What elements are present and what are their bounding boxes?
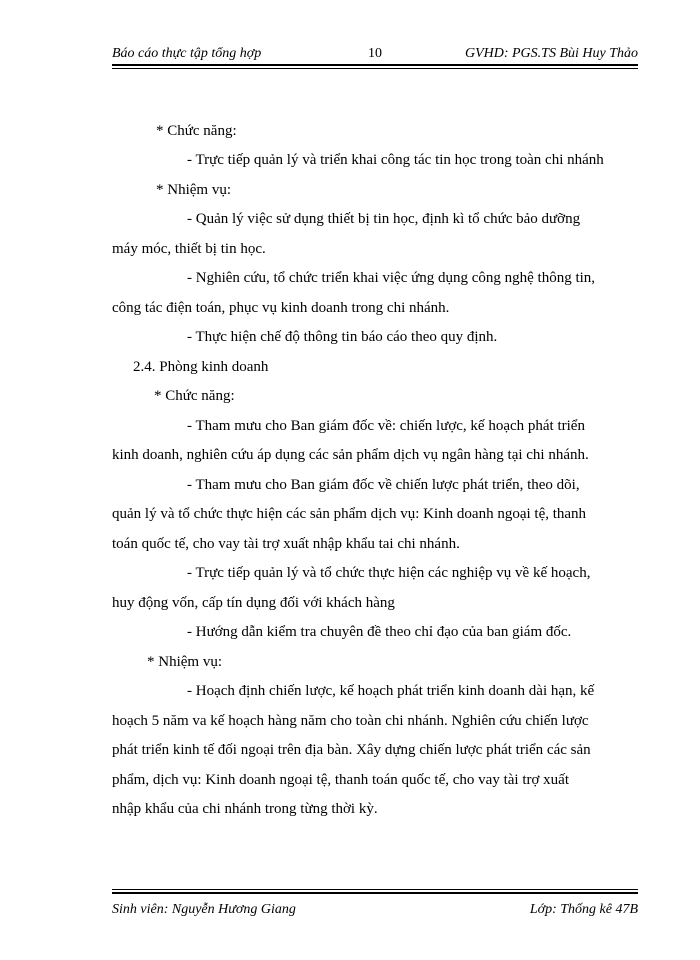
body-line: phẩm, dịch vụ: Kinh doanh ngoại tệ, thanh toán quốc tế, cho vay tài trợ xuất — [112, 772, 569, 788]
body-line: máy móc, thiết bị tin học. — [112, 241, 266, 257]
section-heading: 2.4. Phòng kinh doanh — [133, 359, 269, 375]
body-line: toán quốc tế, cho vay tài trợ xuất nhập khẩu tai chi nhánh. — [112, 536, 460, 552]
header-supervisor: GVHD: PGS.TS Bùi Huy Thảo — [464, 46, 638, 61]
body-line: quản lý và tổ chức thực hiện các sản phẩm dịch vụ: Kinh doanh ngoại tệ, thanh — [112, 506, 587, 522]
page-header — [112, 45, 638, 63]
header-rule-thin — [112, 68, 638, 69]
body-line: nhập khẩu của chi nhánh trong từng thời kỳ. — [112, 801, 378, 817]
body-line: - Quản lý việc sử dụng thiết bị tin học, định kì tổ chức bảo dưỡng — [187, 211, 581, 227]
footer-class: Lớp: Thống kê 47B — [529, 902, 638, 917]
body-line: - Trực tiếp quản lý và triển khai công tác tin học trong toàn chi nhánh — [187, 152, 604, 168]
header-report-title: Báo cáo thực tập tổng hợp — [112, 46, 262, 61]
body-line: - Trực tiếp quản lý và tổ chức thực hiện các nghiệp vụ về kế hoạch, — [187, 565, 591, 581]
body-line: - Hướng dẫn kiểm tra chuyên đề theo chỉ đạo của ban giám đốc. — [187, 624, 572, 640]
body-line: kinh doanh, nghiên cứu áp dụng các sản phẩm dịch vụ ngân hàng tại chi nhánh. — [112, 447, 589, 463]
body-line: huy động vốn, cấp tín dụng đối với khách hàng — [112, 595, 395, 611]
body-line: - Tham mưu cho Ban giám đốc về chiến lược phát triển, theo dõi, — [187, 477, 580, 493]
footer-student-name: Sinh viên: Nguyễn Hương Giang — [112, 902, 296, 917]
body-line: * Nhiệm vụ: — [147, 654, 222, 670]
page-footer — [112, 901, 638, 919]
body-line: - Hoạch định chiến lược, kế hoạch phát triển kinh doanh dài hạn, kế — [187, 683, 595, 699]
body-line: - Nghiên cứu, tổ chức triển khai việc ứng dụng công nghệ thông tin, — [187, 270, 596, 286]
body-line: - Tham mưu cho Ban giám đốc về: chiến lược, kế hoạch phát triển — [187, 418, 585, 434]
body-line: hoạch 5 năm va kế hoạch hàng năm cho toàn chi nhánh. Nghiên cứu chiến lược — [112, 713, 589, 729]
header-rule-thick — [112, 64, 638, 66]
body-line: - Thực hiện chế độ thông tin báo cáo theo quy định. — [187, 329, 498, 345]
footer-rule-thick — [112, 892, 638, 894]
header-page-number: 10 — [368, 46, 382, 61]
body-line: * Chức năng: — [156, 123, 237, 139]
body-line: * Chức năng: — [154, 388, 235, 404]
footer-rule-thin — [112, 889, 638, 890]
body-line: * Nhiệm vụ: — [156, 182, 231, 198]
body-line: công tác điện toán, phục vụ kinh doanh trong chi nhánh. — [112, 300, 450, 316]
body-line: phát triển kinh tế đối ngoại trên địa bàn. Xây dựng chiến lược phát triển các sản — [112, 742, 591, 758]
